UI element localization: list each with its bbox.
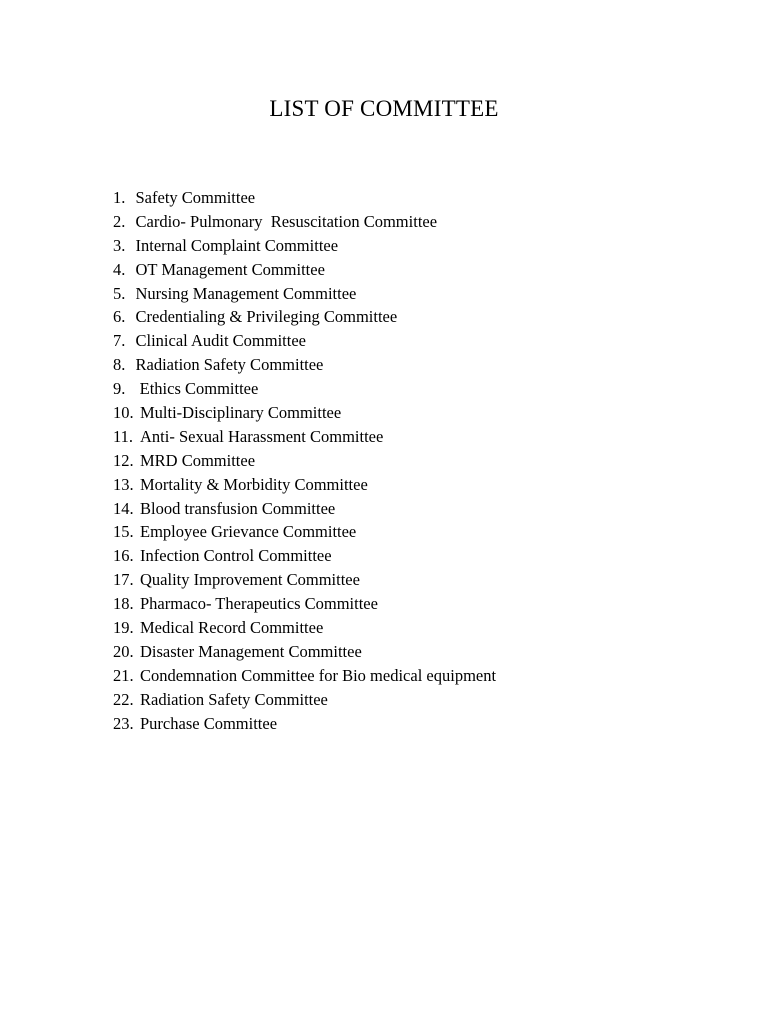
list-item: [113, 401, 496, 425]
list-item: [113, 282, 496, 306]
list-item: [113, 688, 496, 712]
list-item-text: Condemnation Committee for Bio medical equipment: [140, 665, 497, 685]
list-item: [113, 305, 496, 329]
list-item: [113, 568, 496, 592]
list-item-number: 21.: [113, 665, 134, 685]
list-item: [113, 353, 496, 377]
list-item-text: OT Management Committee: [135, 259, 325, 279]
list-item-number: 4.: [113, 259, 126, 279]
list-item-number: 10.: [113, 403, 134, 423]
list-item-number: 22.: [113, 689, 134, 709]
list-item-text: Medical Record Committee: [140, 618, 324, 638]
list-item-number: 2.: [113, 211, 126, 231]
list-item: [113, 592, 496, 616]
list-item-number: 14.: [113, 498, 134, 518]
list-item: [113, 449, 496, 473]
list-item-text: Anti- Sexual Harassment Committee: [140, 426, 384, 446]
list-item: [113, 234, 496, 258]
list-item: [113, 497, 496, 521]
committee-list: [113, 186, 496, 735]
list-item-text: Infection Control Committee: [140, 546, 332, 566]
list-item-text: Blood transfusion Committee: [140, 498, 336, 518]
list-item-text: Pharmaco- Therapeutics Committee: [140, 594, 378, 614]
list-item: [113, 473, 496, 497]
list-item-text: Radiation Safety Committee: [135, 355, 324, 375]
list-item: [113, 520, 496, 544]
list-item-number: 17.: [113, 570, 134, 590]
list-item: [113, 258, 496, 282]
list-item: [113, 616, 496, 640]
list-item: [113, 425, 496, 449]
list-item: [113, 712, 496, 736]
list-item: [113, 640, 496, 664]
list-item-number: 16.: [113, 546, 134, 566]
list-item-number: 1.: [113, 188, 126, 207]
list-item-text: Disaster Management Committee: [140, 641, 362, 661]
list-item-text: Ethics Committee: [135, 379, 259, 399]
page-title: LIST OF COMMITTEE: [269, 96, 499, 121]
list-item-text: Multi-Disciplinary Committee: [140, 403, 342, 423]
list-item: [113, 544, 496, 568]
list-item: [113, 329, 496, 353]
list-item-text: MRD Committee: [140, 450, 256, 470]
list-item-number: 11.: [113, 426, 134, 446]
list-item-number: 9.: [113, 379, 126, 399]
list-item-text: Quality Improvement Committee: [140, 570, 360, 590]
list-item-text: Internal Complaint Committee: [135, 235, 339, 255]
list-item-number: 19.: [113, 618, 134, 638]
list-item-text: Cardio- Pulmonary Resuscitation Committee: [135, 211, 438, 231]
list-item-number: 12.: [113, 450, 134, 470]
list-item-number: 6.: [113, 307, 126, 327]
list-item-text: Safety Committee: [135, 188, 256, 207]
list-item-text: Employee Grievance Committee: [140, 522, 357, 542]
list-item: [113, 664, 496, 688]
list-item-text: Purchase Committee: [140, 713, 278, 733]
list-item-number: 7.: [113, 331, 126, 351]
list-item-number: 13.: [113, 474, 134, 494]
list-item-text: Nursing Management Committee: [135, 283, 357, 303]
list-item: [113, 377, 496, 401]
list-item-text: Credentialing & Privileging Committee: [135, 307, 398, 327]
list-item-number: 20.: [113, 641, 134, 661]
list-item-text: Radiation Safety Committee: [140, 689, 328, 709]
list-item-number: 15.: [113, 522, 134, 542]
list-item-text: Clinical Audit Committee: [135, 331, 306, 351]
list-item-number: 8.: [113, 355, 126, 375]
list-item: [113, 186, 496, 210]
list-item-number: 3.: [113, 235, 126, 255]
list-item-number: 5.: [113, 283, 126, 303]
list-item-number: 23.: [113, 713, 134, 733]
list-item: [113, 210, 496, 234]
list-item-number: 18.: [113, 594, 134, 614]
list-item-text: Mortality & Morbidity Committee: [140, 474, 368, 494]
